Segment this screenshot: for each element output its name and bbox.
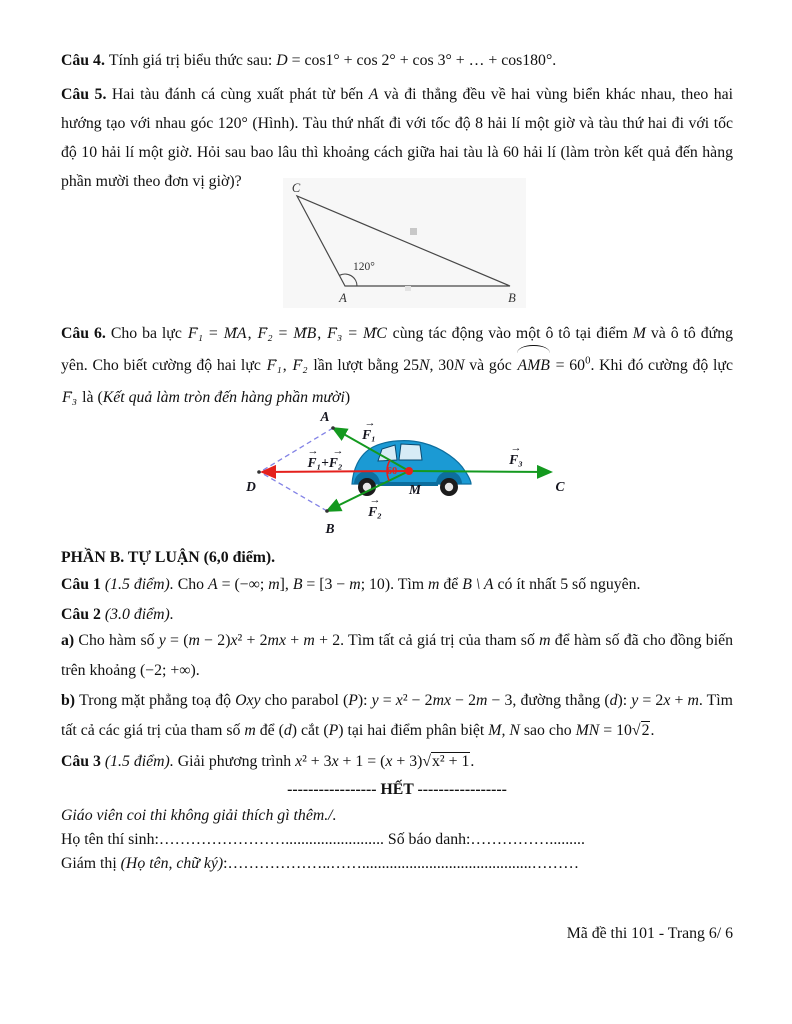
point-M-dot (405, 467, 413, 475)
het-divider: ----------------- HẾT ----------------- (287, 781, 507, 798)
angle-label: 120° (353, 261, 375, 273)
figure-background (283, 178, 526, 308)
label-F3: F₃ (509, 452, 523, 467)
proctor-signature-line: Giám thị (Họ tên, chữ ký):………………..……...........................................……… (61, 855, 580, 872)
arrow-over-F2: → (369, 494, 381, 506)
question-1-text: Câu 1 (1.5 điểm). Cho A = (−∞; m], B = [3 − m; 10). Tìm m để B \ A có ít nhất 5 số nguyên. (61, 576, 641, 593)
section-b-heading: PHẦN B. TỰ LUẬN (6,0 điểm). (61, 549, 276, 566)
question-4-text: Câu 4. Tính giá trị biểu thức sau: D = cos1° + cos 2° + cos 3° + … + cos180°. (61, 52, 557, 69)
question-3-text: Câu 3 (1.5 điểm). Giải phương trình x² + 3x + 1 = (x + 3)√x² + 1. (61, 753, 475, 770)
question-6-text: Câu 6. Cho ba lực F₁ → = MA →, F₂ → = MB →, F₃ → = MC → cùng tác động vào một ô tô tại điểm M và ô tô đứng yên. Cho biết cường độ hai lực F₁ →, F₂ → lần lượt bằng 25N, 30N và góc AMB = $60^0$. Khi đó cường độ lực F₃ → là (Kết quả làm tròn đến hàng phần mười) (61, 318, 733, 414)
watermark-square (410, 228, 417, 235)
question-2-heading: Câu 2 (3.0 điểm). (61, 606, 174, 623)
question-2b-text: b) Trong mặt phẳng toạ độ Oxy cho parabol (P): y = x² − 2mx − 2m − 3, đường thẳng (d): y = 2x + m. Tìm tất cả các giá trị của tham số m để (d) cắt (P) tại hai điểm phân biệt M, N sao cho MN = 10√2. (61, 692, 733, 739)
label-F1: F₁ (362, 427, 376, 442)
candidate-name-line: Họ tên thí sinh:……………………......................... Số báo danh:……………......... (61, 831, 585, 848)
proctor-note: Giáo viên coi thi không giải thích gì thêm./. (61, 807, 337, 824)
point-D-dot (257, 470, 261, 474)
vertex-label-C: C (291, 181, 301, 195)
label-B: B (325, 521, 335, 536)
label-F2: F₂ (368, 504, 382, 519)
car-side-window (399, 444, 422, 460)
faint-mark (405, 286, 411, 291)
vector-F3 (409, 471, 551, 472)
figure-forces-car (215, 403, 590, 543)
label-M: M (408, 482, 422, 497)
point-B-dot (325, 509, 329, 513)
label-C: C (555, 479, 565, 494)
page-footer: Mã đề thi 101 - Trang 6/ 6 (566, 925, 733, 942)
figure-triangle (283, 178, 526, 313)
arrow-over-F1: → (364, 417, 376, 429)
car-rear-hubcap (445, 483, 453, 491)
point-A-dot (331, 426, 335, 430)
triangle-figure-svg (283, 178, 526, 308)
label-A: A (320, 409, 330, 424)
arrow-over-F3: → (510, 442, 522, 454)
vertex-label-A: A (339, 291, 347, 305)
label-60-degrees: 60 (386, 466, 398, 477)
arrow-over-F1-in-sum: → (307, 445, 319, 457)
label-F1-plus-F2: F₁+F₂ (307, 455, 343, 470)
vertex-label-B: B (508, 291, 516, 305)
question-2a-text: a) Cho hàm số y = (m − 2)x² + 2mx + m + 2. Tìm tất cả giá trị của tham số m để hàm số đã cho đồng biến trên khoảng (−2; +∞). (61, 632, 733, 679)
dashed-line-BD (260, 472, 327, 511)
label-D: D (246, 479, 256, 494)
question-5-text: Câu 5. Hai tàu đánh cá cùng xuất phát từ bến A và đi thẳng đều về hai vùng biển khác nhau, theo hai hướng tạo với nhau góc 120° (Hình). Tàu thứ nhất đi với tốc độ 8 hải lí một giờ và tàu thứ hai đi với tốc độ 10 hải lí một giờ. Hỏi sau bao lâu thì khoảng cách giữa hai tàu là 60 hải lí (làm tròn kết quả đến hàng phần mười theo đơn vị giờ)? (61, 86, 734, 190)
forces-figure-svg (215, 403, 590, 538)
arrow-over-F2-in-sum: → (332, 445, 344, 457)
